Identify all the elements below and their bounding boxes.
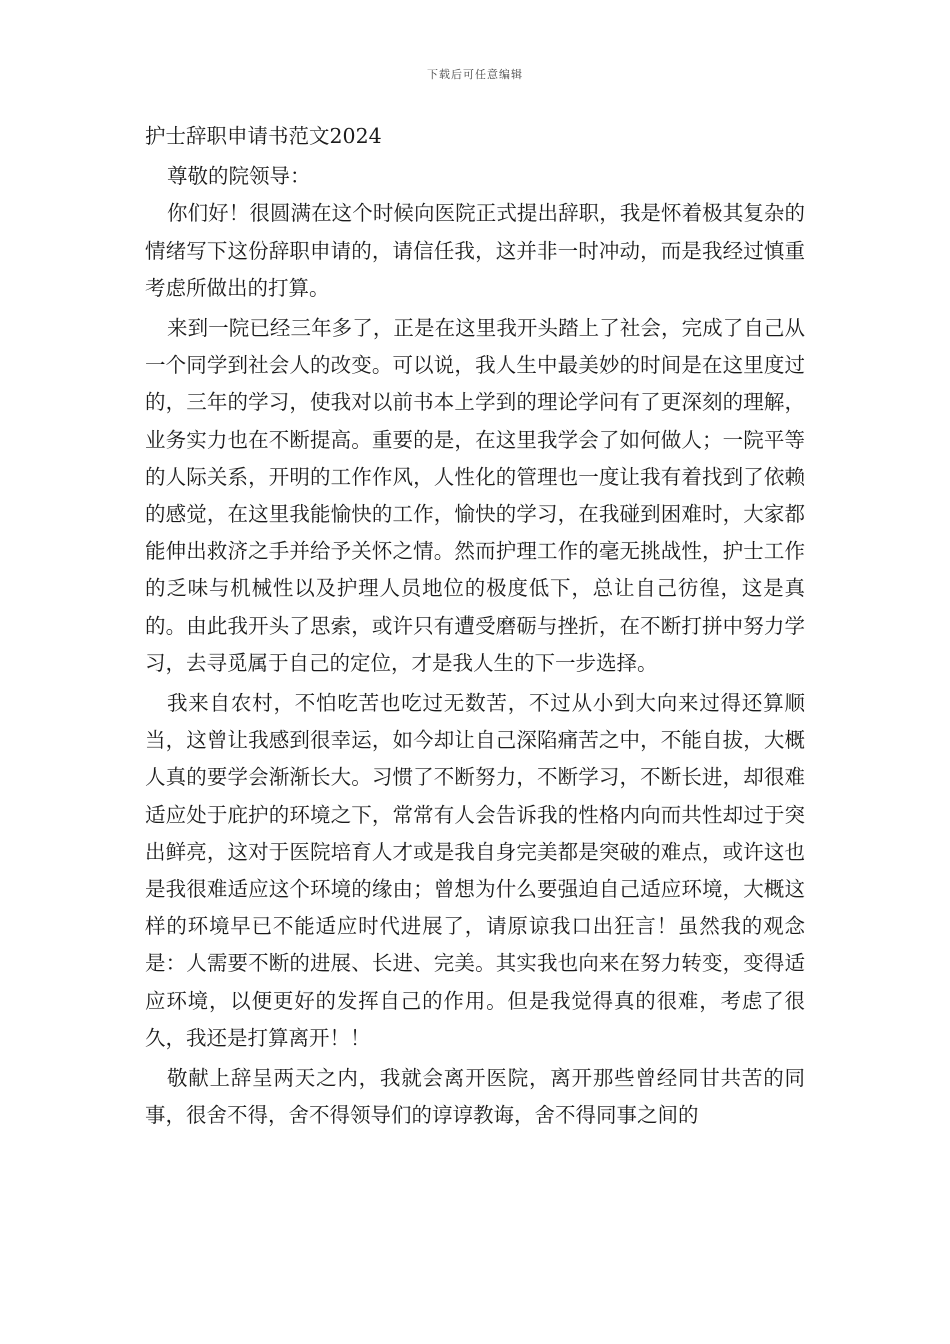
document-title: 护士辞职申请书范文2024 [145,124,382,148]
paragraph-3: 我来自农村，不怕吃苦也吃过无数苦，不过从小到大向来过得还算顺当，这曾让我感到很幸运，如今却让自己深陷痛苦之中，不能自拔，大概人真的要学会渐渐长大。习惯了不断努力，不断学习，不断长进，却很难适应处于庇护的环境之下，常常有人会告诉我的性格内向而共性却过于突出鲜亮，这对于医院培育人才或是我自身完美都是突破的难点，或许这也是我很难适应这个环境的缘由；曾想为什么要强迫自己适应环境，大概这样的环境早已不能适应时代进展了，请原谅我口出狂言！虽然我的观念是：人需要不断的进展、长进、完美。其实我也向来在努力转变，变得适应环境，以便更好的发挥自己的作用。但是我觉得真的很难，考虑了很久，我还是打算离开！！ [145,691,805,1050]
page-header-note: 下载后可任意编辑 [427,68,523,81]
document-body [145,118,805,1137]
salutation: 尊敬的院领导： [167,164,311,189]
paragraph-4: 敬献上辞呈两天之内，我就会离开医院，离开那些曾经同甘共苦的同事，很舍不得，舍不得领导们的谆谆教诲，舍不得同事之间的 [145,1066,805,1128]
paragraph-1: 你们好！很圆满在这个时候向医院正式提出辞职，我是怀着极其复杂的情绪写下这份辞职申请的，请信任我，这并非一时冲动，而是我经过慎重考虑所做出的打算。 [145,201,805,300]
paragraph-2: 来到一院已经三年多了，正是在这里我开头踏上了社会，完成了自己从一个同学到社会人的改变。可以说，我人生中最美妙的时间是在这里度过的，三年的学习，使我对以前书本上学到的理论学问有了更深刻的理解，业务实力也在不断提高。重要的是，在这里我学会了如何做人；一院平等的人际关系，开明的工作作风，人性化的管理也一度让我有着找到了依赖的感觉，在这里我能愉快的工作，愉快的学习，在我碰到困难时，大家都能伸出救济之手并给予关怀之情。然而护理工作的毫无挑战性，护士工作的乏味与机械性以及护理人员地位的极度低下，总让自己彷徨，这是真的。由此我开头了思索，或许只有遭受磨砺与挫折，在不断打拼中努力学习，去寻觅属于自己的定位，才是我人生的下一步选择。 [145,316,805,675]
